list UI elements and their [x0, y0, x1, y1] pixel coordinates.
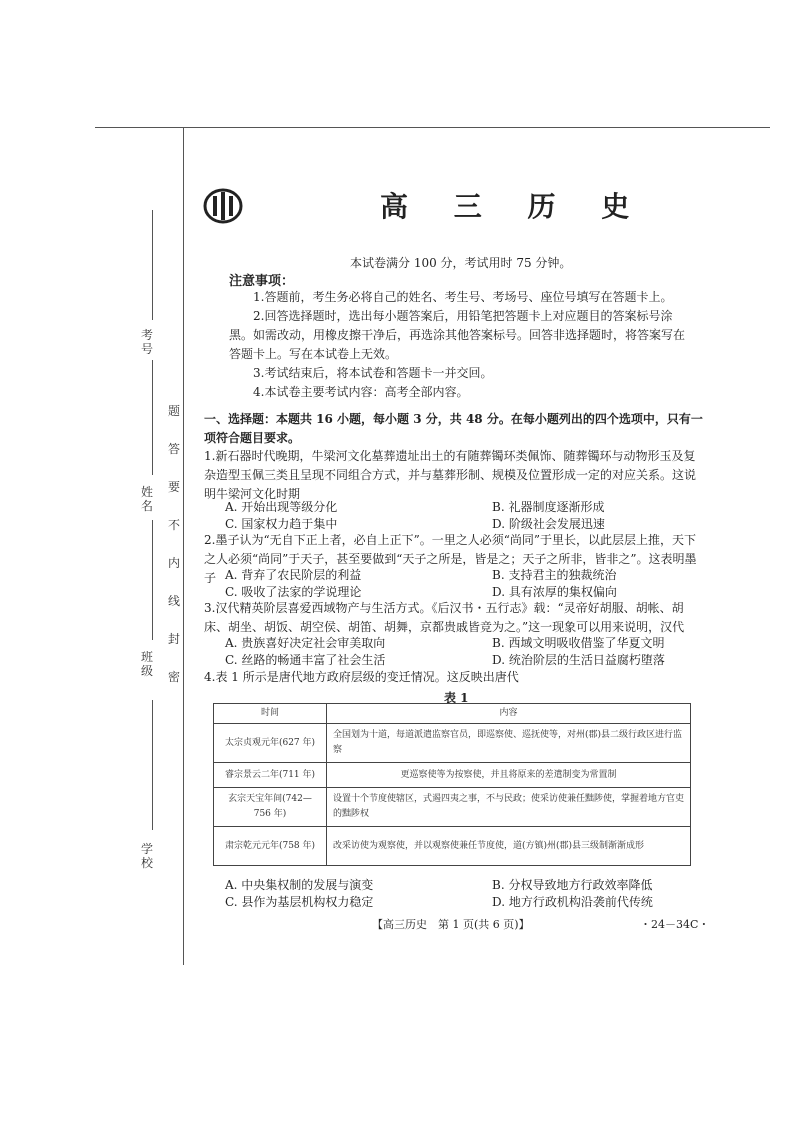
table-1: [213, 703, 691, 866]
header-rule: [95, 127, 770, 128]
table-row: [214, 788, 691, 827]
exam-code: ・24－34C・: [640, 918, 710, 931]
question-option: B. 支持君主的独裁统治: [492, 568, 617, 582]
exam-logo-icon: [203, 186, 243, 226]
table-cell-content: 全国划为十道，每道派遣监察官员，即巡察使、巡抚使等，对州(郡)县二级行政区进行监察: [327, 724, 691, 763]
exam-number-line: [152, 210, 153, 320]
question-stem: 4.表 1 所示是唐代地方政府层级的变迁情况。这反映出唐代: [204, 670, 519, 684]
table-header-row: [214, 704, 691, 724]
question-option: B. 礼器制度逐渐形成: [492, 500, 605, 514]
side-label-exam-number: 考号: [140, 328, 153, 356]
question-option: D. 地方行政机构沿袭前代传统: [492, 895, 653, 909]
warning-char: 内: [167, 556, 180, 570]
question-option: C. 县作为基层机构权力稳定: [225, 895, 374, 909]
name-line: [152, 360, 153, 475]
question-option: B. 分权导致地方行政效率降低: [492, 878, 653, 892]
question-option: A. 中央集权制的发展与演变: [225, 878, 374, 892]
side-label-class: 班级: [140, 650, 153, 678]
table-row: [214, 724, 691, 763]
question-option: C. 国家权力趋于集中: [225, 517, 338, 531]
warning-char: 线: [167, 594, 180, 608]
exam-info: 本试卷满分 100 分，考试用时 75 分钟。: [350, 256, 572, 270]
question-option: D. 阶级社会发展迅速: [492, 517, 605, 531]
note-line: 2.回答选择题时，选出每小题答案后，用铅笔把答题卡上对应题目的答案标号涂: [253, 309, 673, 323]
question-option: D. 具有浓厚的集权偏向: [492, 585, 617, 599]
question-option: C. 丝路的畅通丰富了社会生活: [225, 653, 386, 667]
table-caption: 表 1: [444, 691, 469, 705]
school-line: [152, 700, 153, 830]
question-stem: 1.新石器时代晚期，牛梁河文化墓葬遗址出土的有随葬镯环类佩饰、随葬镯环与动物形玉及复杂造型玉佩三类且呈现不同组合方式，并与墓葬形制、规模及位置形成一定的对应关系。这说明牛梁河文化时期: [204, 449, 697, 501]
side-label-name: 姓名: [140, 485, 153, 513]
note-line: 4.本试卷主要考试内容：高考全部内容。: [253, 385, 469, 399]
question-option: C. 吸收了法家的学说理论: [225, 585, 362, 599]
table-cell-time: 肃宗乾元元年(758 年): [214, 827, 327, 866]
warning-char: 答: [167, 442, 180, 456]
question-stem: 3.汉代精英阶层喜爱西域物产与生活方式。《后汉书・五行志》载：“灵帝好胡服、胡帐、胡床、胡坐、胡饭、胡空侯、胡笛、胡舞，京都贵戚皆竞为之。”这一现象可以用来说明，汉代: [204, 601, 685, 634]
warning-char: 密: [167, 670, 180, 684]
table-cell-time: 睿宗景云二年(711 年): [214, 763, 327, 788]
table-cell-content: 更巡察使等为按察使，并且将原来的差遣制变为常置制: [327, 763, 691, 788]
table-header: 时间: [214, 704, 327, 724]
question-option: A. 贵族喜好决定社会审美取向: [225, 636, 386, 650]
class-line: [152, 520, 153, 640]
warning-char: 不: [167, 518, 180, 532]
table-header: 内容: [327, 704, 691, 724]
question-option: D. 统治阶层的生活日益腐朽堕落: [492, 653, 665, 667]
side-label-school: 学校: [140, 842, 153, 870]
table-cell-content: 设置十个节度使辖区，式遏四夷之事，不与民政；使采访使兼任黜陟使，掌握着地方官吏的黜陟权: [327, 788, 691, 827]
table-cell-content: 改采访使为观察使，并以观察使兼任节度使，道(方镇)州(郡)县三级制渐渐成形: [327, 827, 691, 866]
warning-char: 要: [167, 480, 180, 494]
page-title: 高 三 历 史: [380, 190, 648, 223]
warning-char: 封: [167, 632, 180, 646]
table-row: [214, 763, 691, 788]
question-option: A. 背弃了农民阶层的利益: [225, 568, 362, 582]
notes-heading: 注意事项：: [229, 274, 295, 289]
section-heading: 一、选择题：本题共 16 小题，每小题 3 分，共 48 分。在每小题列出的四个选项中，只有一项符合题目要求。: [204, 412, 703, 445]
table-row: [214, 827, 691, 866]
binding-line: [183, 127, 184, 965]
note-line: 3.考试结束后，将本试卷和答题卡一并交回。: [253, 366, 493, 380]
page-footer: 【高三历史 第 1 页(共 6 页)】: [372, 918, 530, 931]
question-option: B. 西域文明吸收借鉴了华夏文明: [492, 636, 665, 650]
note-line: 答题卡上。写在本试卷上无效。: [229, 347, 398, 361]
note-line: 1.答题前，考生务必将自己的姓名、考生号、考场号、座位号填写在答题卡上。: [253, 290, 673, 304]
table-cell-time: 太宗贞观元年(627 年): [214, 724, 327, 763]
question-stem: 2.墨子认为“无自下正上者，必自上正下”。一里之人必须“尚同”于里长，以此层层上推，天下之人必须“尚同”于天子，甚至要做到“天子之所是，皆是之；天子之所非，皆非之”。这表明墨子: [204, 533, 697, 585]
note-line: 黑。如需改动，用橡皮擦干净后，再选涂其他答案标号。回答非选择题时，将答案写在: [229, 328, 686, 342]
question-option: A. 开始出现等级分化: [225, 500, 338, 514]
warning-char: 题: [167, 404, 180, 418]
table-cell-time: 玄宗天宝年间(742—756 年): [214, 788, 327, 827]
